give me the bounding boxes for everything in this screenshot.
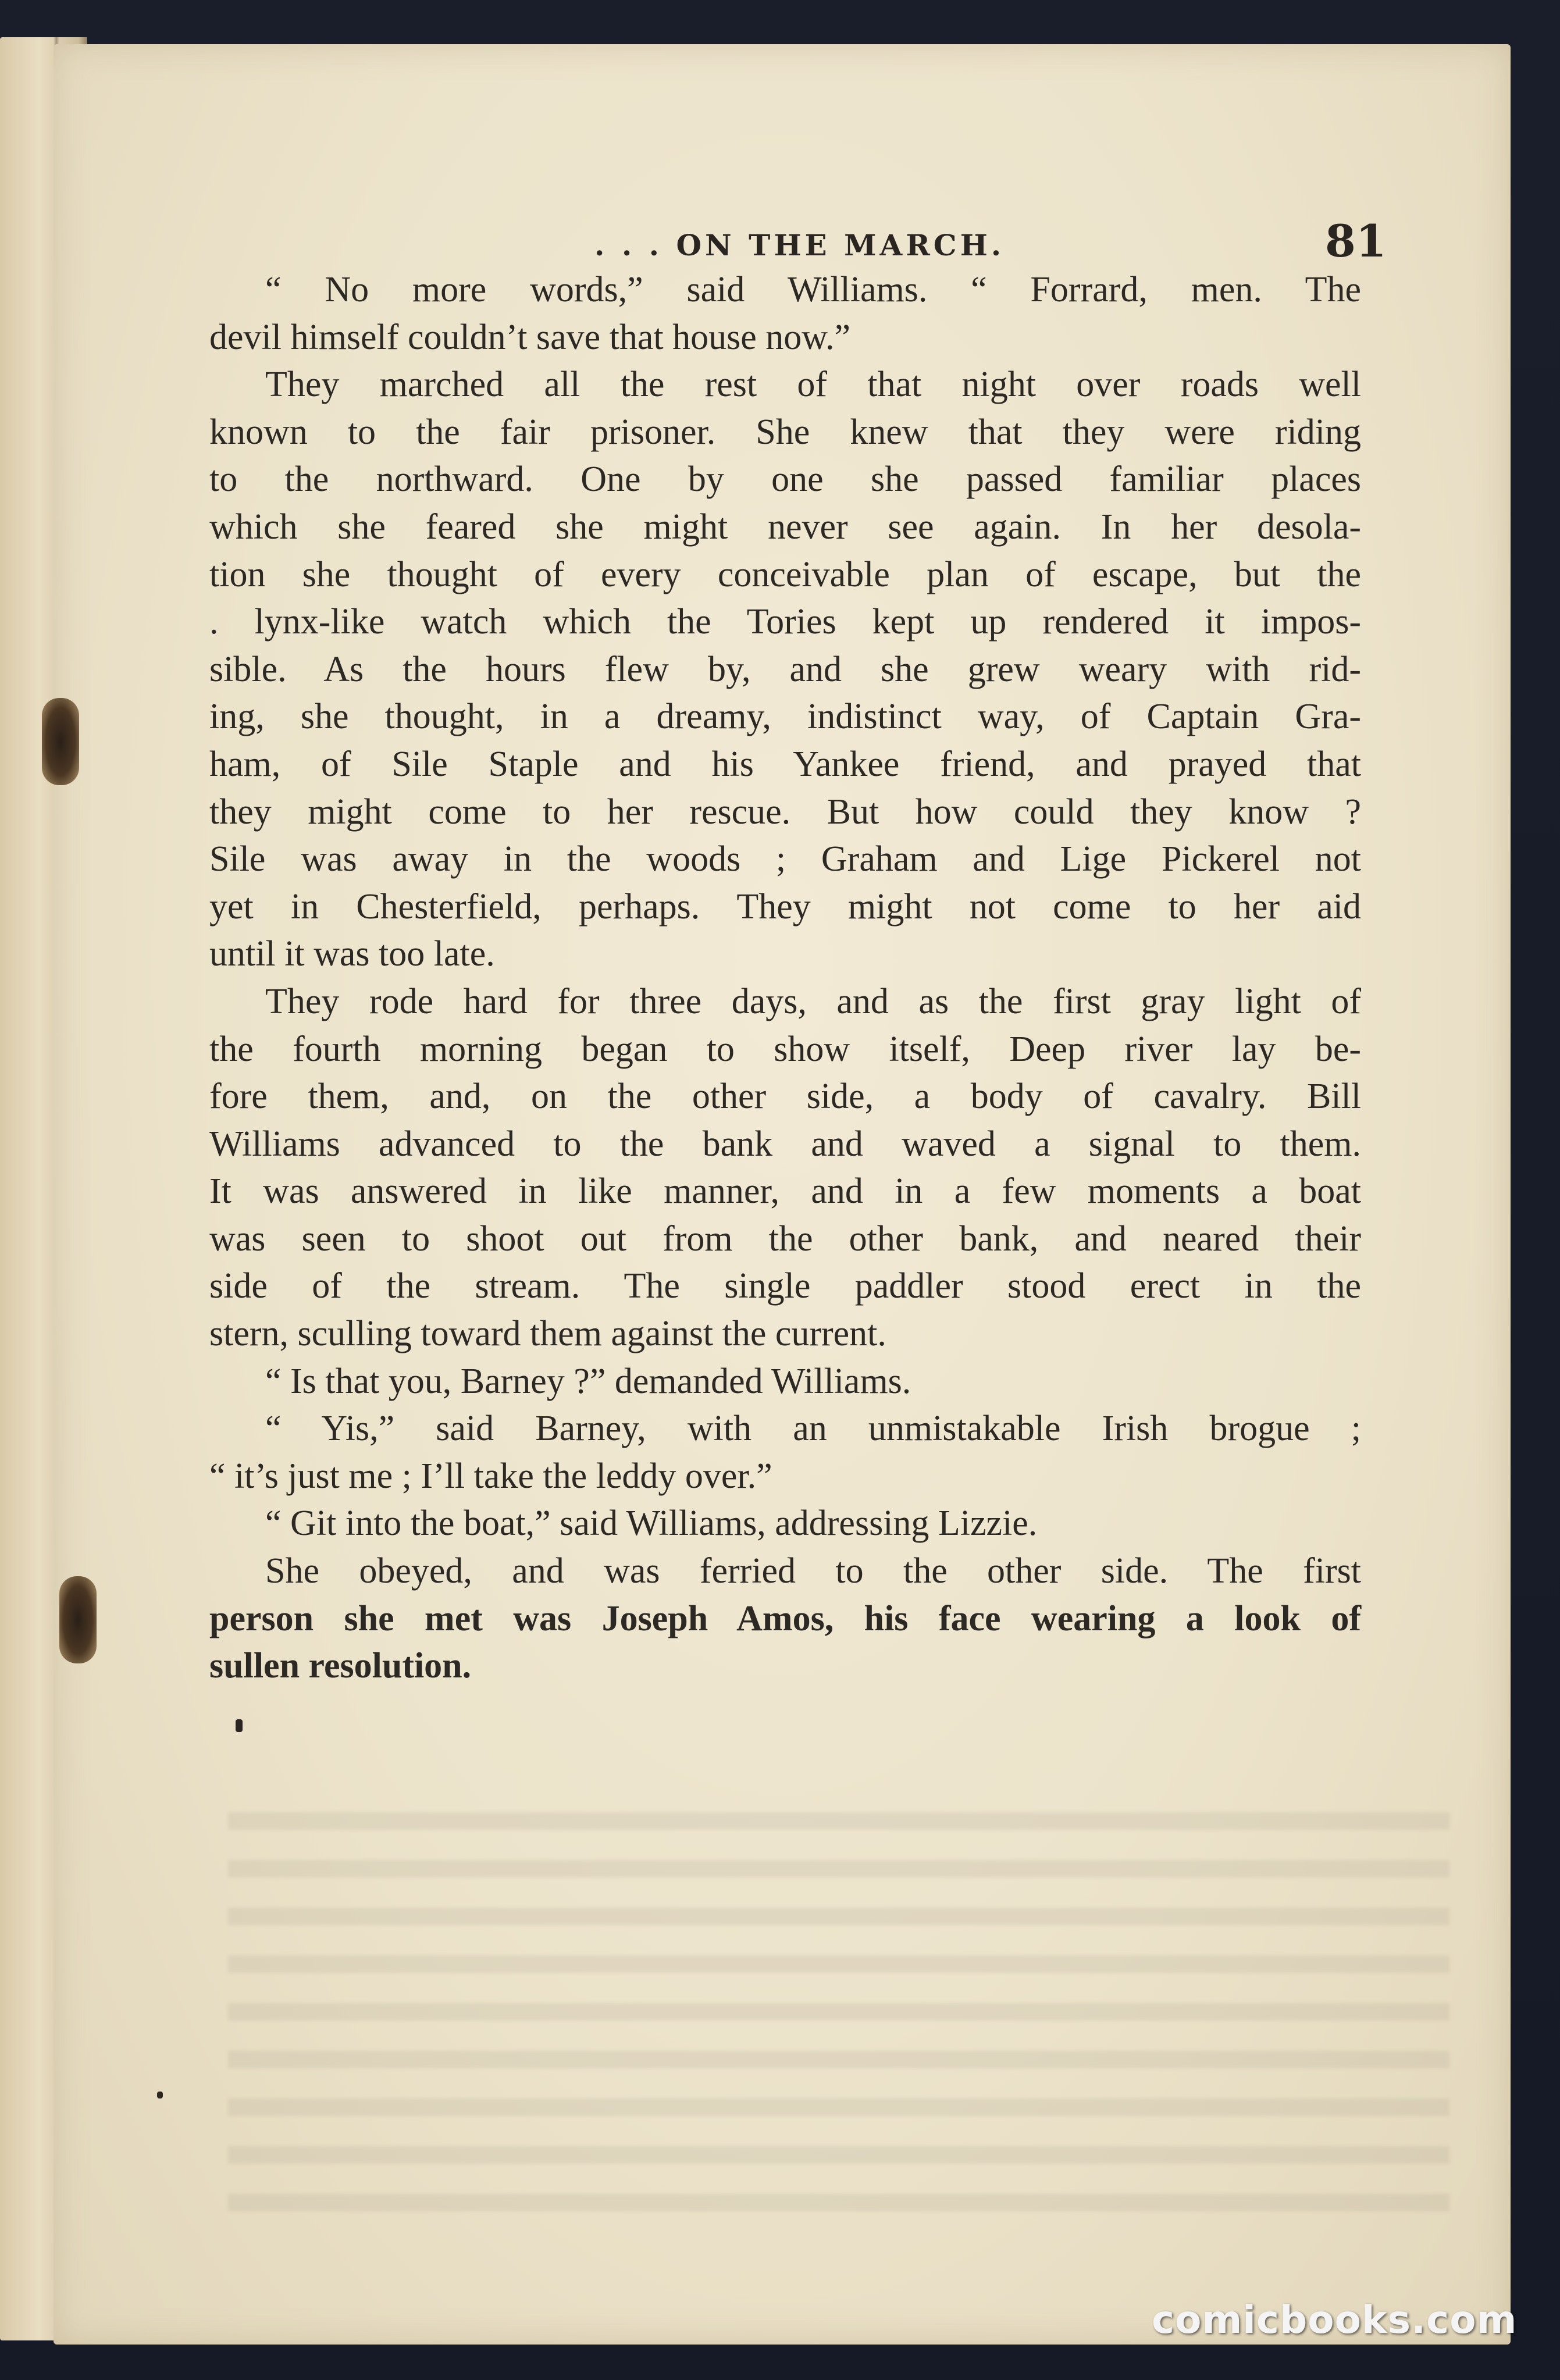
ink-speck: [157, 2092, 163, 2098]
text-line: “ Yis,” said Barney, with an unmistakable Irish brogue ;: [265, 1409, 1361, 1449]
binding-hole: [42, 698, 79, 785]
text-line: known to the fair prisoner. She knew that they were riding: [209, 412, 1361, 452]
text-line: . lynx-like watch which the Tories kept up rendered it impos-: [209, 602, 1361, 642]
text-line: stern, sculling toward them against the current.: [209, 1314, 886, 1354]
running-head: . . . ON THE MARCH.: [594, 228, 1005, 262]
site-watermark: comicbooks.com: [1152, 2297, 1518, 2342]
text-line: to the northward. One by one she passed familiar places: [209, 459, 1361, 500]
text-line: ing, she thought, in a dreamy, indistinct way, of Captain Gra-: [209, 697, 1361, 737]
text-line: They marched all the rest of that night over roads well: [265, 365, 1361, 405]
text-line: devil himself couldn’t save that house now.”: [209, 317, 850, 357]
text-line: ham, of Sile Staple and his Yankee friend, and prayed that: [209, 744, 1361, 784]
text-line: It was answered in like manner, and in a few moments a boat: [209, 1171, 1361, 1212]
text-line: they might come to her rescue. But how could they know ?: [209, 792, 1361, 832]
text-line: “ Git into the boat,” said Williams, addressing Lizzie.: [265, 1503, 1038, 1544]
text-line: the fourth morning began to show itself, Deep river lay be-: [209, 1029, 1361, 1069]
text-line: sullen resolution.: [209, 1646, 472, 1686]
page-number: 81: [1325, 215, 1387, 267]
text-line: sible. As the hours flew by, and she grew weary with rid-: [209, 649, 1361, 689]
text-line: was seen to shoot out from the other bank, and neared their: [209, 1218, 1361, 1259]
show-through-text: [228, 1812, 1449, 2219]
body-text: [209, 266, 1361, 1690]
binding-hole: [59, 1576, 97, 1663]
text-line: tion she thought of every conceivable plan of escape, but the: [209, 554, 1361, 594]
text-line: “ it’s just me ; I’ll take the leddy over.”: [209, 1456, 772, 1496]
ink-speck: [236, 1719, 243, 1732]
text-line: person she met was Joseph Amos, his face wearing a look of: [209, 1598, 1361, 1638]
text-line: yet in Chesterfield, perhaps. They might not come to her aid: [209, 886, 1361, 927]
page-header: [54, 180, 1511, 267]
text-line: They rode hard for three days, and as the first gray light of: [265, 981, 1361, 1021]
text-line: fore them, and, on the other side, a body of cavalry. Bill: [209, 1077, 1361, 1117]
text-line: “ Is that you, Barney ?” demanded Williams.: [265, 1361, 911, 1401]
text-line: She obeyed, and was ferried to the other side. The first: [265, 1551, 1361, 1591]
text-line: which she feared she might never see again. In her desola-: [209, 507, 1361, 547]
text-line: side of the stream. The single paddler stood erect in the: [209, 1266, 1361, 1306]
text-line: “ No more words,” said Williams. “ Forrard, men. The: [265, 270, 1361, 309]
text-line: until it was too late.: [209, 934, 495, 974]
text-line: Sile was away in the woods ; Graham and Lige Pickerel not: [209, 839, 1361, 879]
text-line: Williams advanced to the bank and waved a signal to them.: [209, 1124, 1361, 1164]
